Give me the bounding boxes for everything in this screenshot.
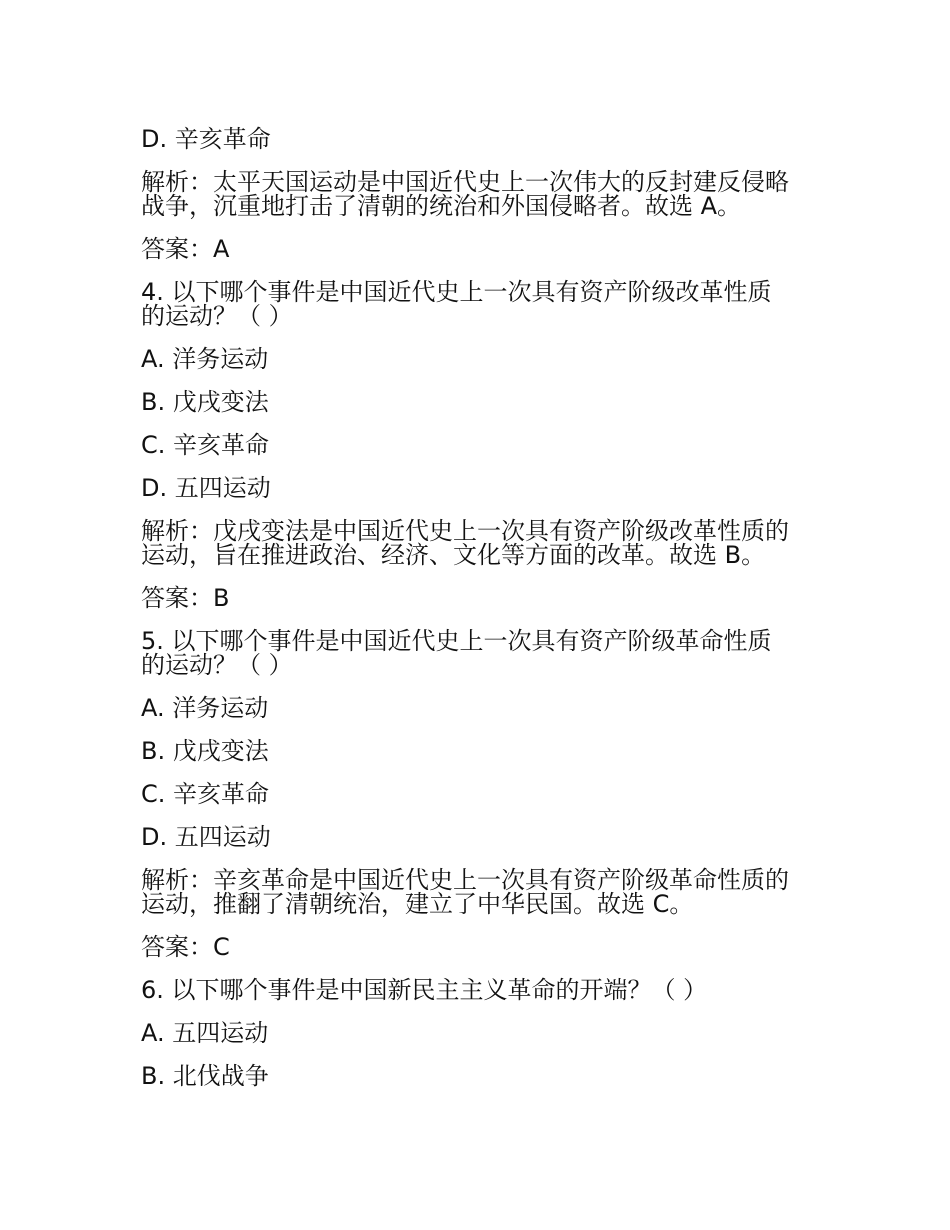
answer-line: 答案：A xyxy=(141,235,230,263)
question: 6. 以下哪个事件是中国新民主主义革命的开端？（ ） xyxy=(141,976,708,1004)
text-line: 运动，推翻了清朝统治，建立了中华民国。故选 C。 xyxy=(141,890,694,918)
question xyxy=(141,629,821,677)
explanation xyxy=(141,868,821,916)
option-line: D. 五四运动 xyxy=(141,474,271,502)
text-line: 解析：戊戌变法是中国近代史上一次具有资产阶级改革性质的 xyxy=(141,517,789,545)
text-line: 4. 以下哪个事件是中国近代史上一次具有资产阶级改革性质 xyxy=(141,278,772,306)
option-line: C. 辛亥革命 xyxy=(141,780,270,808)
option-line: A. 洋务运动 xyxy=(141,345,269,373)
text-line: 战争，沉重地打击了清朝的统治和外国侵略者。故选 A。 xyxy=(141,192,742,220)
explanation xyxy=(141,519,821,567)
option-line: D. 辛亥革命 xyxy=(141,125,271,153)
text-line: 的运动？（ ） xyxy=(141,302,293,330)
option-line: A. 洋务运动 xyxy=(141,694,269,722)
text-line: 解析：太平天国运动是中国近代史上一次伟大的反封建反侵略 xyxy=(141,168,789,196)
document-page xyxy=(141,127,821,1107)
option-line: B. 北伐战争 xyxy=(141,1062,269,1090)
answer-line: 答案：B xyxy=(141,584,230,612)
answer-line: 答案：C xyxy=(141,933,230,961)
option-line: C. 辛亥革命 xyxy=(141,431,270,459)
explanation xyxy=(141,170,821,218)
option-line: A. 五四运动 xyxy=(141,1019,269,1047)
option-line: D. 五四运动 xyxy=(141,823,271,851)
text-line: 的运动？（ ） xyxy=(141,651,293,679)
option-line: B. 戊戌变法 xyxy=(141,388,269,416)
text-line: 运动，旨在推进政治、经济、文化等方面的改革。故选 B。 xyxy=(141,541,766,569)
question xyxy=(141,280,821,328)
option-line: B. 戊戌变法 xyxy=(141,737,269,765)
text-line: 5. 以下哪个事件是中国近代史上一次具有资产阶级革命性质 xyxy=(141,627,772,655)
text-line: 解析：辛亥革命是中国近代史上一次具有资产阶级革命性质的 xyxy=(141,866,789,894)
